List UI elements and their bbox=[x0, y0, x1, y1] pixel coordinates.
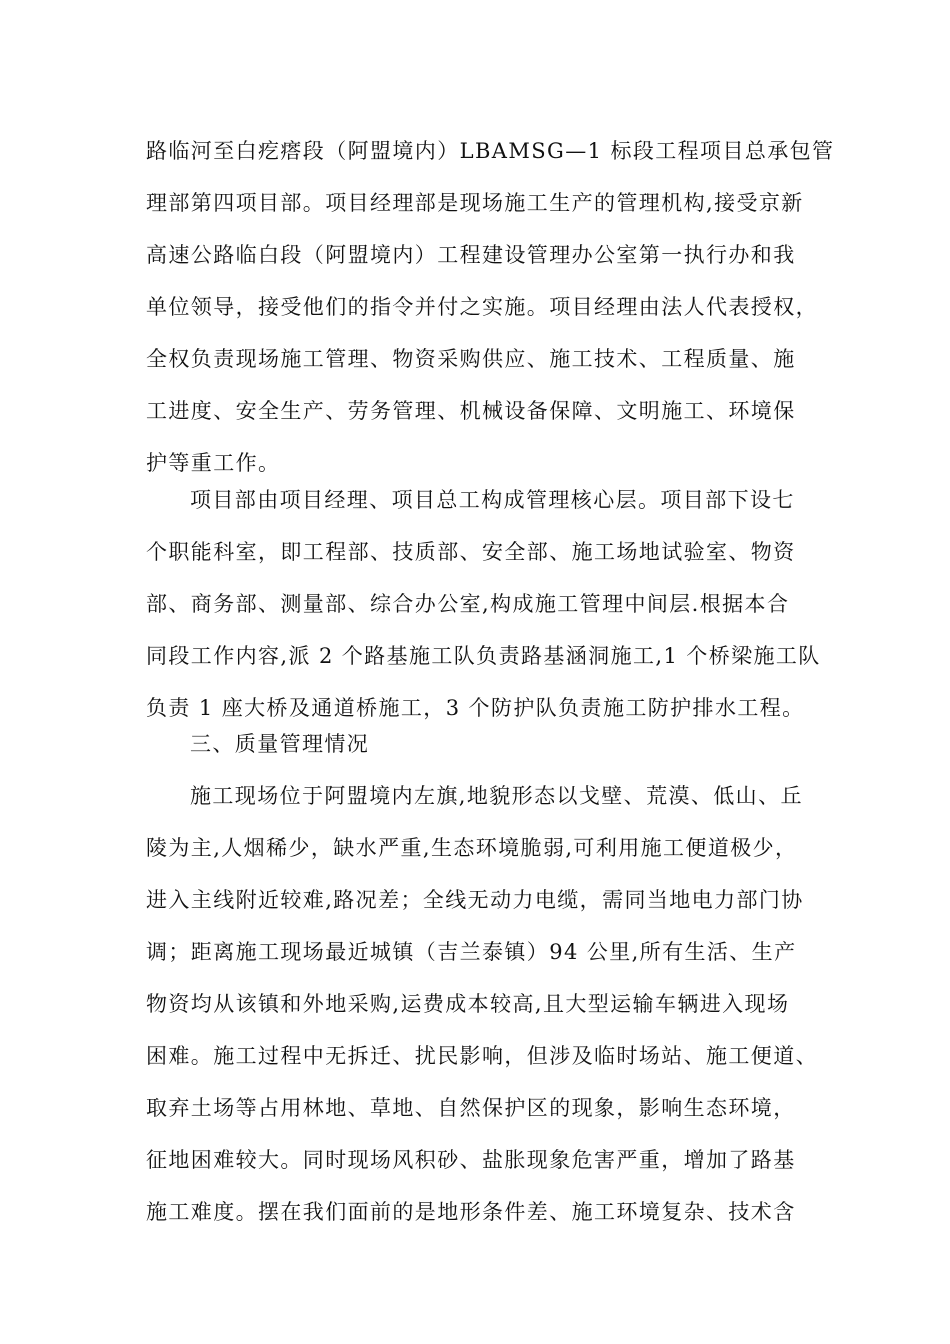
text-line: 陵为主,人烟稀少，缺水严重,生态环境脆弱,可利用施工便道极少， bbox=[146, 836, 798, 860]
text-line: 施工现场位于阿盟境内左旗,地貌形态以戈壁、荒漠、低山、丘 bbox=[190, 784, 803, 808]
text-line: 负责 1 座大桥及通道桥施工，3 个防护队负责施工防护排水工程。 bbox=[146, 696, 805, 720]
text-line: 单位领导，接受他们的指令并付之实施。项目经理由法人代表授权， bbox=[146, 295, 818, 319]
text-line: 取弃土场等占用林地、草地、自然保护区的现象，影响生态环境， bbox=[146, 1096, 796, 1120]
text-line: 征地困难较大。同时现场风积砂、盐胀现象危害严重，增加了路基 bbox=[146, 1148, 796, 1172]
text-line: 全权负责现场施工管理、物资采购供应、施工技术、工程质量、施 bbox=[146, 347, 796, 371]
text-line: 理部第四项目部。项目经理部是现场施工生产的管理机构,接受京新 bbox=[146, 191, 804, 215]
text-line: 进入主线附近较难,路况差；全线无动力电缆，需同当地电力部门协 bbox=[146, 888, 804, 912]
text-line: 高速公路临白段（阿盟境内）工程建设管理办公室第一执行办和我 bbox=[146, 243, 796, 267]
text-line: 护等重工作。 bbox=[146, 451, 281, 475]
text-line: 物资均从该镇和外地采购,运费成本较高,且大型运输车辆进入现场 bbox=[146, 992, 790, 1016]
paragraph-site-conditions bbox=[146, 770, 826, 1238]
text-line: 工进度、安全生产、劳务管理、机械设备保障、文明施工、环境保 bbox=[146, 399, 796, 423]
paragraph-project-department bbox=[146, 125, 835, 489]
text-line: 项目部由项目经理、项目总工构成管理核心层。项目部下设七 bbox=[190, 488, 795, 512]
text-line: 调；距离施工现场最近城镇（吉兰泰镇）94 公里,所有生活、生产 bbox=[146, 940, 797, 964]
section-heading-quality: 三、质量管理情况 bbox=[190, 732, 370, 756]
paragraph-organization bbox=[146, 474, 826, 734]
text-line: 困难。施工过程中无拆迁、扰民影响，但涉及临时场站、施工便道、 bbox=[146, 1044, 818, 1068]
text-line: 施工难度。摆在我们面前的是地形条件差、施工环境复杂、技术含 bbox=[146, 1200, 796, 1224]
text-line: 同段工作内容,派 2 个路基施工队负责路基涵洞施工,1 个桥梁施工队 bbox=[146, 644, 821, 668]
text-line: 部、商务部、测量部、综合办公室,构成施工管理中间层.根据本合 bbox=[146, 592, 790, 616]
text-line: 路临河至白疙瘩段（阿盟境内）LBAMSG—1 标段工程项目总承包管 bbox=[146, 139, 835, 163]
text-line: 个职能科室，即工程部、技质部、安全部、施工场地试验室、物资 bbox=[146, 540, 796, 564]
section-heading bbox=[146, 718, 826, 770]
